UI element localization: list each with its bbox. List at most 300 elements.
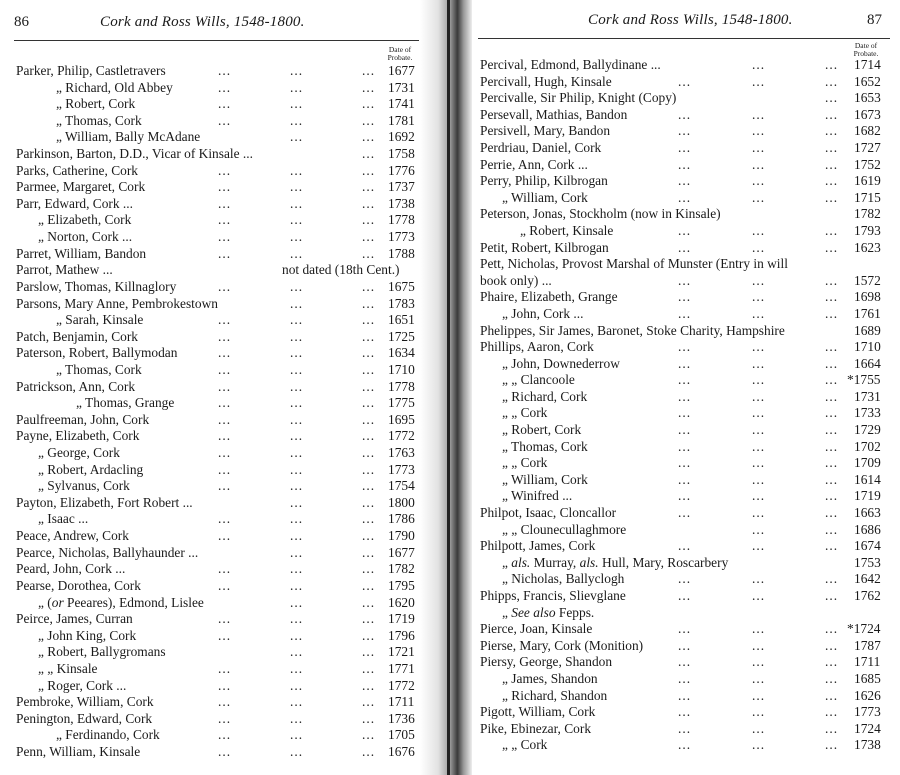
leader-dots: ...: [362, 494, 376, 510]
leader-dots: ...: [752, 422, 766, 438]
probate-year: 1673: [854, 106, 881, 122]
entry-row: [470, 555, 900, 572]
probate-year: 1795: [388, 577, 415, 593]
leader-dots: ...: [218, 677, 232, 693]
right-page-header: [484, 12, 890, 36]
entry-row: [0, 362, 442, 379]
leader-dots: ...: [290, 627, 304, 643]
leader-dots: ...: [825, 422, 839, 438]
entry-row: [470, 57, 900, 74]
probate-year: 1698: [854, 289, 881, 305]
leader-dots: ...: [290, 461, 304, 477]
leader-dots: ...: [218, 478, 232, 494]
leader-dots: ...: [218, 411, 232, 427]
leader-dots: ...: [290, 445, 304, 461]
entry-row: [470, 173, 900, 190]
entry-row: [0, 511, 442, 528]
leader-dots: ...: [362, 345, 376, 361]
entry-row: [0, 63, 442, 80]
leader-dots: ...: [678, 422, 692, 438]
leader-dots: ...: [218, 79, 232, 95]
left-entry-list: [0, 63, 442, 761]
probate-year: 1715: [854, 189, 881, 205]
leader-dots: ...: [752, 571, 766, 587]
leader-dots: ...: [678, 139, 692, 155]
entry-name: Parker, Philip, Castletravers: [16, 63, 166, 78]
entry-name: „ William, Cork: [502, 471, 588, 487]
left-header-rule: [14, 40, 419, 41]
entry-name: „ John, Downederrow: [502, 355, 620, 371]
leader-dots: ...: [678, 272, 692, 288]
entry-row: [470, 157, 900, 174]
entry-name: Peard, John, Cork ...: [16, 561, 126, 577]
leader-dots: ...: [752, 305, 766, 321]
entry-name: Parret, William, Bandon: [16, 245, 147, 261]
entry-name: Phipps, Francis, Slievglane: [480, 588, 626, 603]
entry-row: [0, 595, 442, 612]
probate-year: 1572: [854, 272, 881, 288]
leader-dots: ...: [825, 737, 839, 753]
leader-dots: ...: [362, 129, 376, 145]
right-page: [470, 0, 900, 775]
entry-name: Parr, Edward, Cork ...: [16, 195, 133, 211]
probate-year: 1773: [388, 229, 415, 245]
leader-dots: ...: [678, 704, 692, 720]
entry-name: „ Nicholas, Ballyclogh: [502, 571, 625, 587]
entry-row: [470, 74, 900, 91]
entry-name: Peterson, Jonas, Stockholm (now in Kinsale): [480, 206, 721, 222]
leader-dots: ...: [362, 312, 376, 328]
entry-row: [0, 96, 442, 113]
entry-note: not dated (18th Cent.): [282, 262, 400, 278]
entry-name: Parslow, Thomas, Killnaglory: [16, 278, 177, 294]
leader-dots: ...: [752, 139, 766, 155]
entry-row: [470, 240, 900, 257]
leader-dots: ...: [290, 528, 304, 544]
probate-year: 1752: [854, 156, 881, 172]
leader-dots: ...: [825, 173, 839, 189]
entry-row: [0, 462, 442, 479]
entry-row: [0, 528, 442, 545]
probate-year: 1620: [388, 594, 415, 610]
entry-name: Pigott, William, Cork: [480, 704, 596, 720]
leader-dots: ...: [362, 229, 376, 245]
leader-dots: ...: [290, 295, 304, 311]
probate-year: 1721: [388, 644, 415, 660]
entry-name: Pierse, Mary, Cork (Monition): [480, 637, 644, 653]
leader-dots: ...: [678, 438, 692, 454]
left-column-header-line1: Date of: [388, 45, 412, 54]
leader-dots: ...: [362, 694, 376, 710]
leader-dots: ...: [825, 73, 839, 89]
probate-year: 1652: [854, 73, 881, 89]
probate-year: 1682: [854, 123, 881, 139]
leader-dots: ...: [290, 129, 304, 145]
leader-dots: ...: [825, 704, 839, 720]
leader-dots: ...: [290, 162, 304, 178]
entry-row: [0, 445, 442, 462]
leader-dots: ...: [678, 637, 692, 653]
probate-year: 1796: [388, 627, 415, 643]
leader-dots: ...: [752, 106, 766, 122]
probate-year: 1711: [388, 694, 415, 710]
leader-dots: ...: [290, 212, 304, 228]
leader-dots: ...: [825, 654, 839, 670]
entry-row: [0, 478, 442, 495]
probate-year: 1738: [854, 737, 881, 753]
leader-dots: ...: [825, 637, 839, 653]
entry-row: [0, 229, 442, 246]
leader-dots: ...: [362, 594, 376, 610]
leader-dots: ...: [825, 687, 839, 703]
probate-year: 1738: [388, 195, 415, 211]
leader-dots: ...: [678, 123, 692, 139]
leader-dots: ...: [825, 621, 839, 637]
probate-year: 1710: [388, 361, 415, 377]
leader-dots: ...: [362, 212, 376, 228]
entry-row: [0, 395, 442, 412]
probate-year: 1674: [854, 538, 881, 554]
entry-name: „ William, Bally McAdane: [56, 129, 201, 145]
leader-dots: ...: [362, 561, 376, 577]
entry-name: „ Richard, Shandon: [502, 687, 608, 703]
entry-name: „ „ Cork: [502, 405, 548, 421]
leader-dots: ...: [752, 189, 766, 205]
probate-year: 1753: [854, 554, 881, 570]
probate-year: 1772: [388, 677, 415, 693]
entry-row: [470, 671, 900, 688]
entry-name: Perdriau, Daniel, Cork: [480, 139, 602, 155]
leader-dots: ...: [290, 577, 304, 593]
right-entry-list: [470, 57, 900, 754]
entry-name: „ Sylvanus, Cork: [38, 478, 130, 494]
leader-dots: ...: [218, 528, 232, 544]
leader-dots: ...: [752, 654, 766, 670]
leader-dots: ...: [218, 195, 232, 211]
leader-dots: ...: [752, 455, 766, 471]
entry-row: [0, 578, 442, 595]
entry-row: [470, 107, 900, 124]
probate-year: 1731: [388, 79, 415, 95]
leader-dots: ...: [362, 395, 376, 411]
entry-row: [470, 289, 900, 306]
entry-row: [470, 605, 900, 622]
entry-row: [0, 694, 442, 711]
entry-name: „ James, Shandon: [502, 670, 598, 686]
leader-dots: ...: [290, 428, 304, 444]
entry-row: [470, 638, 900, 655]
leader-dots: ...: [290, 395, 304, 411]
entry-name: Phelippes, Sir James, Baronet, Stoke Charity, Hampshire: [480, 322, 785, 338]
entry-row: [470, 688, 900, 705]
entry-row: [470, 356, 900, 373]
probate-year: 1675: [388, 278, 415, 294]
leader-dots: ...: [825, 272, 839, 288]
book-spine: [447, 0, 450, 775]
leader-dots: ...: [362, 179, 376, 195]
leader-dots: ...: [752, 637, 766, 653]
leader-dots: ...: [290, 312, 304, 328]
leader-dots: ...: [218, 710, 232, 726]
entry-name: „ Thomas, Grange: [76, 395, 175, 411]
entry-row: [0, 146, 442, 163]
leader-dots: ...: [290, 245, 304, 261]
entry-row: [470, 372, 900, 389]
entry-name: Pembroke, William, Cork: [16, 694, 154, 710]
entry-row: [0, 545, 442, 562]
leader-dots: ...: [678, 388, 692, 404]
probate-year: 1773: [854, 704, 881, 720]
leader-dots: ...: [825, 289, 839, 305]
leader-dots: ...: [752, 156, 766, 172]
entry-name: „ Isaac ...: [38, 511, 89, 527]
leader-dots: ...: [825, 106, 839, 122]
probate-year: 1677: [388, 544, 415, 560]
entry-name: Pearse, Dorothea, Cork: [16, 577, 141, 593]
leader-dots: ...: [678, 372, 692, 388]
entry-row: [0, 212, 442, 229]
leader-dots: ...: [362, 411, 376, 427]
leader-dots: ...: [752, 670, 766, 686]
probate-year: 1783: [388, 295, 415, 311]
entry-row: [470, 704, 900, 721]
leader-dots: ...: [218, 694, 232, 710]
leader-dots: ...: [218, 179, 232, 195]
entry-row: [0, 163, 442, 180]
entry-name: „ George, Cork: [38, 445, 120, 461]
probate-year: 1663: [854, 505, 881, 521]
leader-dots: ...: [678, 571, 692, 587]
entry-name: „ Robert, Ballygromans: [38, 644, 166, 660]
probate-year: 1729: [854, 422, 881, 438]
entry-name: „ „ Clounecullaghmore: [502, 521, 627, 537]
entry-name: Paulfreeman, John, Cork: [16, 411, 150, 427]
leader-dots: ...: [678, 471, 692, 487]
entry-name: „ See also Fepps.: [502, 604, 595, 620]
entry-row: [470, 737, 900, 754]
entry-row: [0, 312, 442, 329]
leader-dots: ...: [825, 305, 839, 321]
entry-row: [0, 129, 442, 146]
leader-dots: ...: [752, 123, 766, 139]
leader-dots: ...: [290, 511, 304, 527]
leader-dots: ...: [825, 156, 839, 172]
leader-dots: ...: [752, 339, 766, 355]
leader-dots: ...: [290, 677, 304, 693]
leader-dots: ...: [362, 361, 376, 377]
leader-dots: ...: [290, 411, 304, 427]
leader-dots: ...: [290, 96, 304, 112]
leader-dots: ...: [678, 239, 692, 255]
probate-year: 1685: [854, 670, 881, 686]
probate-year: 1741: [388, 96, 415, 112]
entry-row: [470, 140, 900, 157]
leader-dots: ...: [678, 670, 692, 686]
leader-dots: ...: [362, 611, 376, 627]
leader-dots: ...: [362, 511, 376, 527]
leader-dots: ...: [752, 355, 766, 371]
leader-dots: ...: [362, 112, 376, 128]
leader-dots: ...: [825, 388, 839, 404]
probate-year: 1787: [854, 637, 881, 653]
probate-year: 1705: [388, 727, 415, 743]
probate-year: 1771: [388, 660, 415, 676]
entry-row: [0, 644, 442, 661]
entry-name: Paterson, Robert, Ballymodan: [16, 345, 178, 361]
entry-name: „ John, Cork ...: [502, 305, 584, 321]
entry-name: „ Winifred ...: [502, 488, 573, 504]
leader-dots: ...: [290, 63, 304, 78]
leader-dots: ...: [678, 106, 692, 122]
entry-row: [470, 90, 900, 107]
leader-dots: ...: [825, 588, 839, 603]
leader-dots: ...: [825, 123, 839, 139]
entry-name: Perrie, Ann, Cork ...: [480, 156, 588, 172]
leader-dots: ...: [362, 627, 376, 643]
leader-dots: ...: [752, 438, 766, 454]
probate-year: 1773: [388, 461, 415, 477]
leader-dots: ...: [825, 488, 839, 504]
leader-dots: ...: [752, 720, 766, 736]
entry-row: [470, 206, 900, 223]
entry-row: [0, 744, 442, 761]
entry-name: Parks, Catherine, Cork: [16, 162, 138, 178]
leader-dots: ...: [218, 63, 232, 78]
leader-dots: ...: [218, 278, 232, 294]
leader-dots: ...: [678, 189, 692, 205]
leader-dots: ...: [362, 428, 376, 444]
leader-dots: ...: [218, 627, 232, 643]
probate-year: 1731: [854, 388, 881, 404]
probate-year: *1755: [847, 372, 881, 388]
entry-name: „ Thomas, Cork: [56, 361, 142, 377]
leader-dots: ...: [290, 179, 304, 195]
leader-dots: ...: [752, 588, 766, 603]
leader-dots: ...: [218, 245, 232, 261]
probate-year: 1763: [388, 445, 415, 461]
entry-row: [470, 190, 900, 207]
probate-year: 1711: [854, 654, 881, 670]
leader-dots: ...: [825, 222, 839, 238]
leader-dots: ...: [218, 361, 232, 377]
leader-dots: ...: [825, 538, 839, 554]
leader-dots: ...: [290, 727, 304, 743]
leader-dots: ...: [290, 743, 304, 759]
entry-name: „ Richard, Old Abbey: [56, 79, 173, 95]
leader-dots: ...: [825, 90, 839, 106]
leader-dots: ...: [752, 471, 766, 487]
probate-year: 1724: [854, 720, 881, 736]
leader-dots: ...: [752, 222, 766, 238]
entry-name: Percivalle, Sir Philip, Knight (Copy): [480, 90, 677, 106]
entry-name: „ Robert, Cork: [502, 422, 582, 438]
leader-dots: ...: [218, 561, 232, 577]
leader-dots: ...: [825, 505, 839, 521]
probate-year: 1719: [854, 488, 881, 504]
leader-dots: ...: [362, 195, 376, 211]
probate-year: 1727: [854, 139, 881, 155]
probate-year: 1651: [388, 312, 415, 328]
leader-dots: ...: [362, 577, 376, 593]
probate-year: 1634: [388, 345, 415, 361]
entry-name: „ Robert, Ardacling: [38, 461, 144, 477]
leader-dots: ...: [752, 73, 766, 89]
leader-dots: ...: [752, 505, 766, 521]
entry-row: [470, 571, 900, 588]
leader-dots: ...: [218, 743, 232, 759]
leader-dots: ...: [678, 156, 692, 172]
probate-year: 1793: [854, 222, 881, 238]
leader-dots: ...: [752, 57, 766, 72]
leader-dots: ...: [290, 361, 304, 377]
leader-dots: ...: [290, 278, 304, 294]
left-column-header-line2: Probate.: [387, 53, 413, 62]
left-page-title: Cork and Ross Wills, 1548-1800.: [100, 14, 305, 30]
probate-year: 1695: [388, 411, 415, 427]
entry-row: [470, 522, 900, 539]
leader-dots: ...: [752, 538, 766, 554]
entry-name: Penington, Edward, Cork: [16, 710, 153, 726]
leader-dots: ...: [678, 737, 692, 753]
entry-row: [0, 495, 442, 512]
entry-name: „ als. Murray, als. Hull, Mary, Roscarbery: [502, 554, 729, 570]
entry-name: „ Ferdinando, Cork: [56, 727, 160, 743]
leader-dots: ...: [825, 355, 839, 371]
leader-dots: ...: [290, 694, 304, 710]
probate-year: 1790: [388, 528, 415, 544]
leader-dots: ...: [752, 239, 766, 255]
entry-name: Percivall, Hugh, Kinsale: [480, 73, 612, 89]
probate-year: 1786: [388, 511, 415, 527]
leader-dots: ...: [290, 328, 304, 344]
entry-row: [0, 262, 442, 279]
probate-year: 1778: [388, 378, 415, 394]
leader-dots: ...: [290, 494, 304, 510]
leader-dots: ...: [362, 328, 376, 344]
entry-row: [0, 561, 442, 578]
leader-dots: ...: [362, 245, 376, 261]
left-page-number: 86: [14, 14, 29, 30]
leader-dots: ...: [362, 378, 376, 394]
leader-dots: ...: [218, 428, 232, 444]
probate-year: 1686: [854, 521, 881, 537]
leader-dots: ...: [678, 339, 692, 355]
entry-row: [470, 306, 900, 323]
probate-year: 1626: [854, 687, 881, 703]
leader-dots: ...: [678, 488, 692, 504]
left-column-header: [378, 46, 422, 62]
leader-dots: ...: [290, 561, 304, 577]
entry-name: Payton, Elizabeth, Fort Robert ...: [16, 494, 193, 510]
leader-dots: ...: [290, 544, 304, 560]
leader-dots: ...: [218, 345, 232, 361]
entry-row: [0, 113, 442, 130]
probate-year: 1676: [388, 743, 415, 759]
leader-dots: ...: [362, 710, 376, 726]
leader-dots: ...: [752, 405, 766, 421]
leader-dots: ...: [678, 173, 692, 189]
entry-name: Petit, Robert, Kilbrogan: [480, 239, 609, 255]
entry-row: [470, 339, 900, 356]
leader-dots: ...: [825, 239, 839, 255]
leader-dots: ...: [362, 162, 376, 178]
entry-name: Payne, Elizabeth, Cork: [16, 428, 140, 444]
leader-dots: ...: [678, 505, 692, 521]
entry-name: Pierce, Joan, Kinsale: [480, 621, 593, 637]
entry-row: [470, 273, 900, 290]
entry-name: „ William, Cork: [502, 189, 588, 205]
leader-dots: ...: [362, 146, 376, 162]
